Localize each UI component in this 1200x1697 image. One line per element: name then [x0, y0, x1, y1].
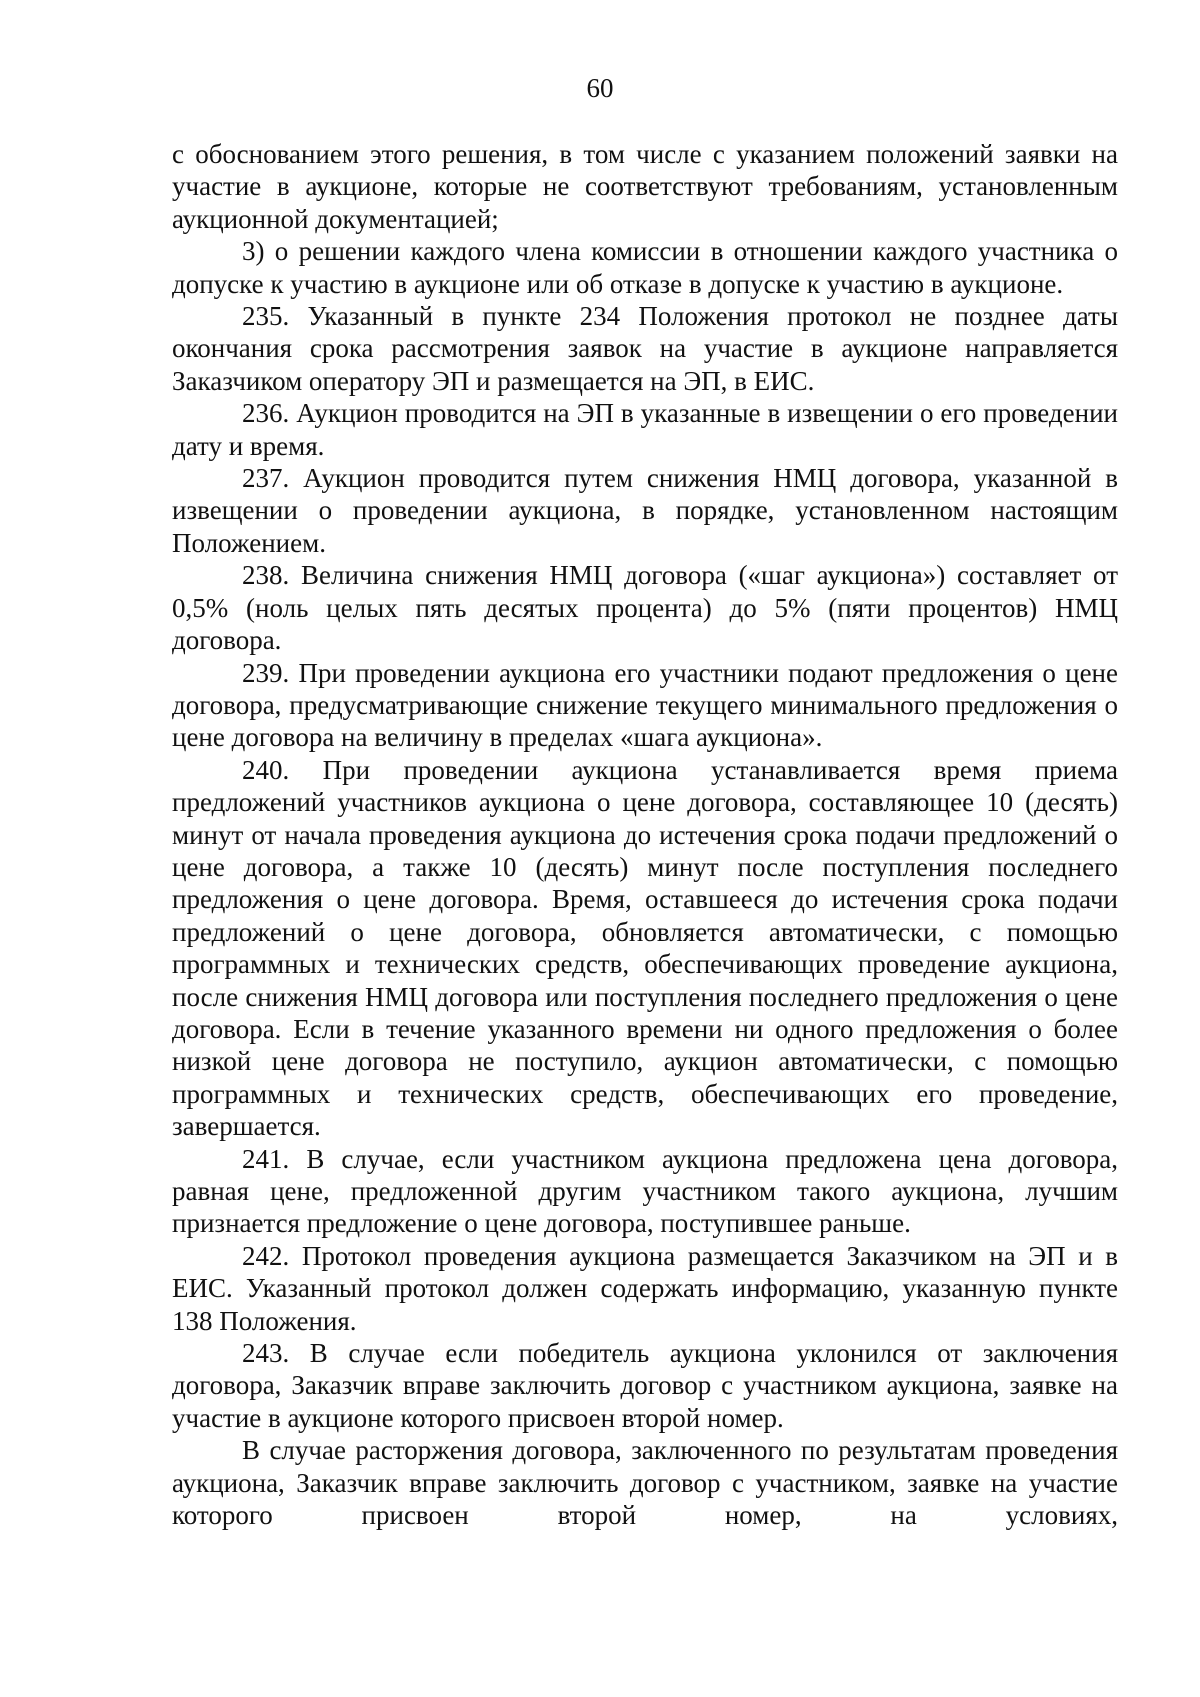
document-body	[172, 138, 1118, 1531]
paragraph-continuation: с обоснованием этого решения, в том числе с указанием положений заявки на участие в аукционе, которые не соответствуют требованиям, установленным аукционной документацией;	[172, 139, 1118, 234]
paragraph-238: 238. Величина снижения НМЦ договора («шаг аукциона») составляет от 0,5% (ноль целых пять десятых процента) до 5% (пяти процентов) НМЦ договора.	[172, 560, 1118, 656]
paragraph-241: 241. В случае, если участником аукциона предложена цена договора, равная цене, предложенной другим участником такого аукциона, лучшим признается предложение о цене договора, поступившее раньше.	[172, 1143, 1118, 1239]
paragraph-242: 242. Протокол проведения аукциона размещается Заказчиком на ЭП и в ЕИС. Указанный протокол должен содержать информацию, указанную пункте 138 Положения.	[172, 1240, 1118, 1336]
paragraph-item-3: 3) о решении каждого члена комиссии в отношении каждого участника о допуске к участию в аукционе или об отказе в допуске к участию в аукционе.	[172, 236, 1118, 299]
paragraph-243: 243. В случае если победитель аукциона уклонился от заключения договора, Заказчик вправе заключить договор с участником аукциона, заявке на участие в аукционе которого присвоен второй номер.	[172, 1338, 1118, 1433]
paragraph-239: 239. При проведении аукциона его участники подают предложения о цене договора, предусматривающие снижение текущего минимального предложения о цене договора на величину в пределах «шага аукциона».	[172, 657, 1118, 753]
page-number: 60	[586, 73, 614, 103]
paragraph-236: 236. Аукцион проводится на ЭП в указанные в извещении о его проведении дату и время.	[172, 398, 1118, 461]
paragraph-237: 237. Аукцион проводится путем снижения НМЦ договора, указанной в извещении о проведении аукциона, в порядке, установленном настоящим Положением.	[172, 463, 1118, 558]
paragraph-termination: В случае расторжения договора, заключенного по результатам проведения аукциона, Заказчик вправе заключить договор с участником, заявке на участие которого присвоен второй номер, на условиях,	[172, 1435, 1118, 1531]
paragraph-235: 235. Указанный в пункте 234 Положения протокол не позднее даты окончания срока рассмотрения заявок на участие в аукционе направляется Заказчиком оператору ЭП и размещается на ЭП, в ЕИС.	[172, 301, 1118, 396]
paragraph-240: 240. При проведении аукциона устанавливается время приема предложений участников аукциона о цене договора, составляющее 10 (десять) минут от начала проведения аукциона до истечения срока подачи предложений о цене договора, а также 10 (десять) минут после поступления последнего предложения о цене договора. Время, оставшееся до истечения срока подачи предложений о цене договора, обновляется автоматически, с помощью программных и технических средств, обеспечивающих проведение аукциона, после снижения НМЦ договора или поступления последнего предложения о цене договора. Если в течение указанного времени ни одного предложения о более низкой цене договора не поступило, аукцион автоматически, с помощью программных и технических средств, обеспечивающих его проведение, завершается.	[172, 754, 1118, 1142]
